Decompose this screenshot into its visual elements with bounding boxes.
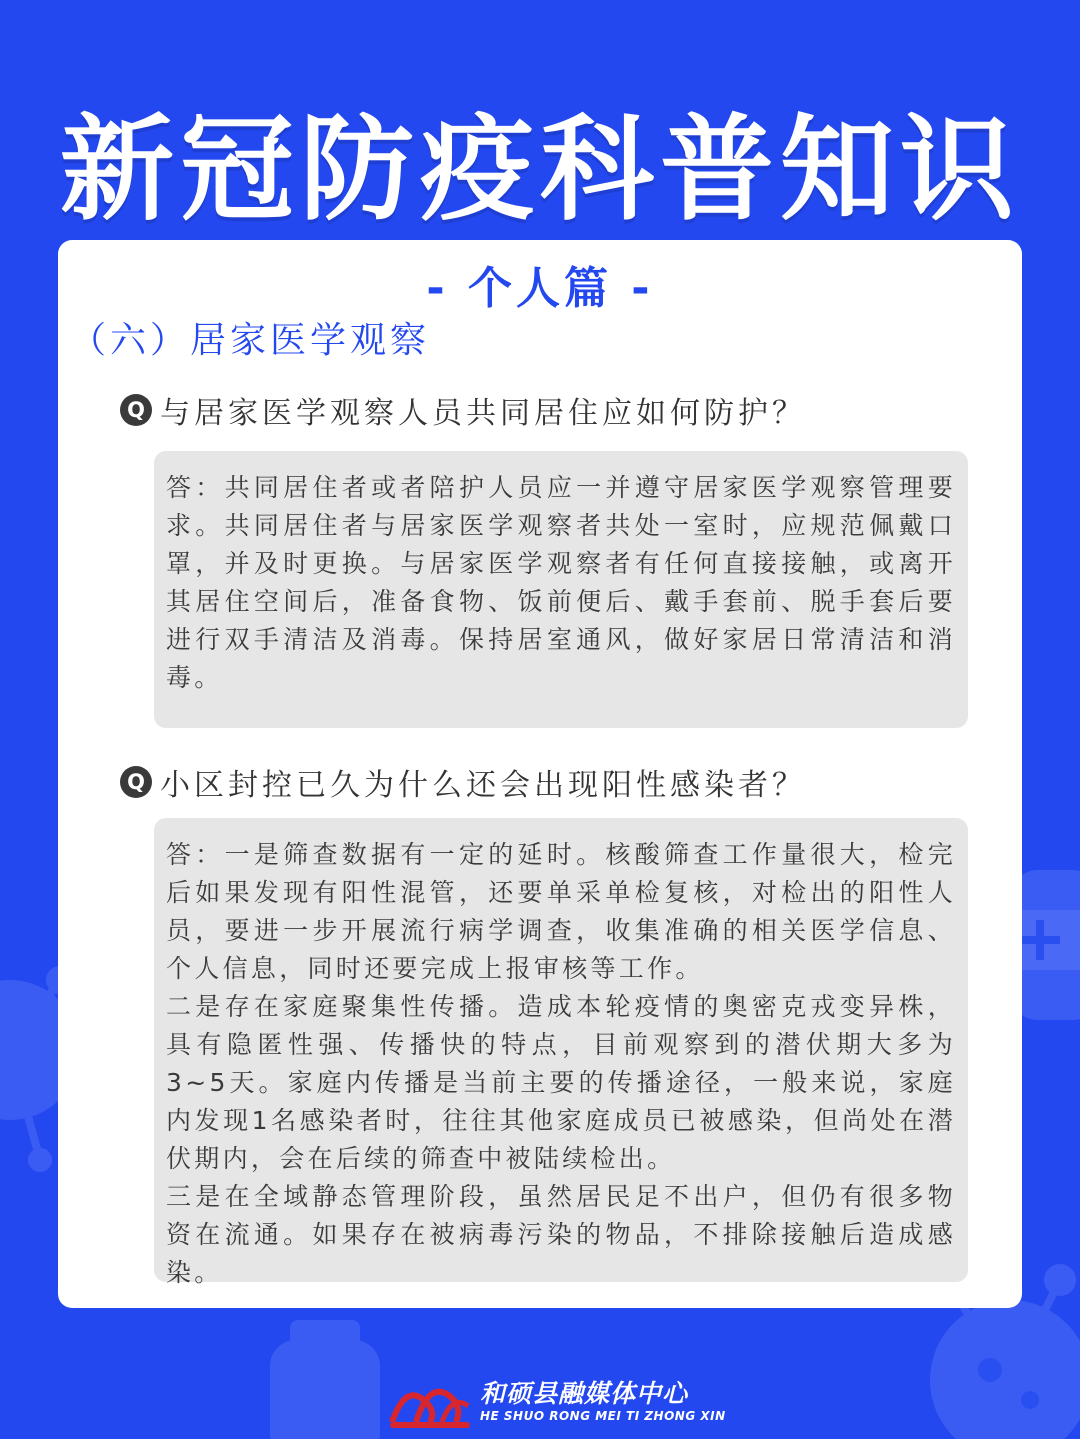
subtitle: - 个人篇 - bbox=[426, 263, 654, 314]
answer-paragraph: 二是存在家庭聚集性传播。造成本轮疫情的奥密克戎变异株，具有隐匿性强、传播快的特点，目前观察到的潜伏期大多为3~5天。家庭内传播是当前主要的传播途径，一般来说，家庭内发现1名感染者时，往往其他家庭成员已被感染，但尚处在潜伏期内，会在后续的筛查中被陆续检出。 bbox=[166, 992, 956, 1173]
answer-paragraph: 答：一是筛查数据有一定的延时。核酸筛查工作量很大，检完后如果发现有阳性混管，还要单采单检复核，对检出的阳性人员，要进一步开展流行病学调查，收集准确的相关医学信息、个人信息，同时还要完成上报审核等工作。 bbox=[166, 840, 956, 983]
question-1 bbox=[120, 388, 806, 432]
q-icon: Q bbox=[120, 766, 152, 798]
medicine-bottle-decoration bbox=[250, 1310, 390, 1439]
question-text: 小区封控已久为什么还会出现阳性感染者？ bbox=[160, 768, 806, 803]
footer bbox=[386, 1372, 726, 1430]
wave-logo-icon bbox=[386, 1372, 474, 1430]
answer-box-2 bbox=[154, 818, 968, 1287]
answer-paragraph: 答：共同居住者或者陪护人员应一并遵守居家医学观察管理要求。共同居住者与居家医学观察者共处一室时，应规范佩戴口罩，并及时更换。与居家医学观察者有任何直接接触，或离开其居住空间后，准备食物、饭前便后、戴手套前、脱手套后要进行双手清洁及消毒。保持居室通风，做好家居日常清洁和消毒。 bbox=[166, 473, 956, 692]
q-icon: Q bbox=[120, 394, 152, 426]
question-2 bbox=[120, 760, 806, 804]
question-text: 与居家医学观察人员共同居住应如何防护？ bbox=[160, 396, 806, 431]
answer-paragraph: 三是在全域静态管理阶段，虽然居民足不出户，但仍有很多物资在流通。如果存在被病毒污染的物品，不排除接触后造成感染。 bbox=[166, 1182, 956, 1287]
footer-name: 和硕县融媒体中心 bbox=[480, 1379, 689, 1408]
main-title: 新冠防疫科普知识 bbox=[59, 103, 1020, 236]
answer-box-1 bbox=[154, 451, 968, 728]
content-card bbox=[58, 240, 1022, 1308]
footer-pinyin: HE SHUO RONG MEI TI ZHONG XIN bbox=[480, 1409, 726, 1423]
section-title: （六）居家医学观察 bbox=[70, 320, 431, 361]
